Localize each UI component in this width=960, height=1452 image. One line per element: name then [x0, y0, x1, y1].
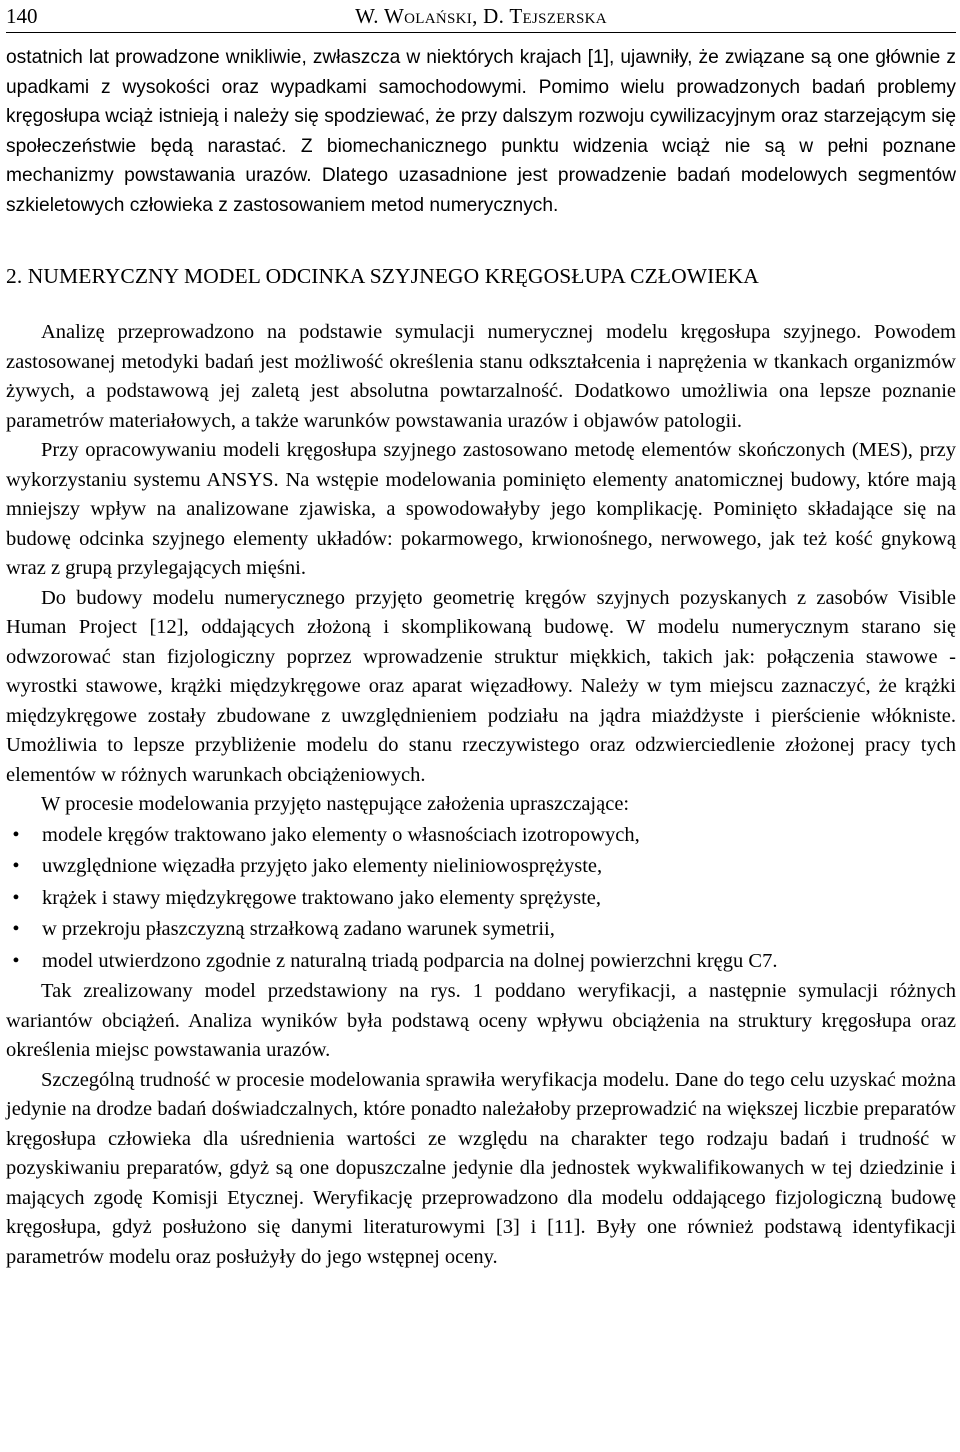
- list-item-text: modele kręgów traktowano jako elementy o własnościach izotropowych,: [42, 823, 640, 846]
- list-item-text: krążek i stawy międzykręgowe traktowano jako elementy sprężyste,: [42, 886, 601, 909]
- bullet-icon: •: [12, 855, 20, 877]
- list-item: [6, 883, 956, 915]
- list-item-text: model utwierdzono zgodnie z naturalną triadą podparcia na dolnej powierzchni kręgu C7.: [42, 949, 778, 972]
- intro-paragraph: ostatnich lat prowadzone wnikliwie, zwłaszcza w niektórych krajach [1], ujawniły, że związane są one głównie z upadkami z wysokości oraz wypadkami samochodowymi. Pomimo wielu prowadzonych badań problemy kręgosłupa wciąż istnieją i należy się spodziewać, że przy dalszym rozwoju cywilizacyjnym oraz starzejącym się społeczeństwie będą narastać. Z biomechanicznego punktu widzenia wciąż nie są w pełni poznane mechanizmy powstawania urazów. Dlatego uzasadnione jest prowadzenie badań modelowych segmentów szkieletowych człowieka z zastosowaniem metod numerycznych.: [6, 47, 956, 216]
- paragraph-methodology: Analizę przeprowadzono na podstawie symulacji numerycznej modelu kręgosłupa szyjnego. Powodem zastosowanej metodyki badań jest możliwość określenia stanu odkształcenia i naprężenia w tkankach organizmów żywych, a podstawową jej zaletą jest absolutna powtarzalność. Dodatkowo umożliwia ona lepsze poznanie parametrów materiałowych, a także warunków powstawania urazów i objawów patologii.: [6, 321, 956, 432]
- paragraph-verification-difficulty: Szczególną trudność w procesie modelowania sprawiła weryfikacja modelu. Dane do tego celu uzyskać można jedynie na drodze badań doświadczalnych, które ponadto należałoby przeprowadzić na większej liczbie preparatów kręgosłupa człowieka dla uśrednienia wartości ze względu na charakter tego rodzaju badań i trudność w pozyskiwaniu preparatów, gdyż są one dopuszczalne jedynie dla jednostek wykwalifikowanych w tej dziedzinie i mających zgodę Komisji Etycznej. Weryfikację przeprowadzono dla modelu oddającego fizjologiczną budowę kręgosłupa, gdyż posłużono się danymi literaturowymi [3] i [11]. Były one również podstawą identyfikacji parametrów modelu oraz posłużyły do jego wstępnej oceny.: [6, 1068, 956, 1268]
- list-item-text: uwzględnione więzadła przyjęto jako elementy nieliniowosprężyste,: [42, 855, 603, 877]
- list-item-text: w przekroju płaszczyzną strzałkową zadano warunek symetrii,: [42, 918, 555, 940]
- paragraph-geometry: Do budowy modelu numerycznego przyjęto geometrię kręgów szyjnych pozyskanych z zasobów Visible Human Project [12], oddających złożoną i skomplikowaną budowę. W modelu numerycznym starano się odwzorować stan fizjologiczny poprzez wprowadzenie struktur miękkich, takich jak: połączenia stawowe - wyrostki stawowe, krążki międzykręgowe oraz aparat więzadłowy. Należy w tym miejscu zaznaczyć, że krążki międzykręgowe zostały zbudowane z uwzględnieniem podziału na jądra miażdżyste i pierścienie włókniste. Umożliwia to lepsze przybliżenie modelu do stanu rzeczywistego oraz odzwierciedlenie złożonej pracy tych elementów w różnych warunkach obciążeniowych.: [6, 586, 956, 786]
- assumptions-list: [6, 820, 956, 978]
- running-header: [6, 2, 956, 33]
- list-item: [6, 914, 956, 946]
- list-item: [6, 851, 956, 883]
- page-number: 140: [6, 4, 38, 28]
- bullet-icon: •: [12, 918, 20, 940]
- paragraph-model-verification: Tak zrealizowany model przedstawiony na rys. 1 poddano weryfikacji, a następnie symulacji różnych wariantów obciążeń. Analiza wyników była podstawą oceny wpływu obciążenia na struktury kręgosłupa oraz określenia miejsc powstawania urazów.: [6, 980, 956, 1061]
- paragraph-fem-model: Przy opracowywaniu modeli kręgosłupa szyjnego zastosowano metodę elementów skończonych (MES), przy wykorzystaniu systemu ANSYS. Na wstępie modelowania pominięto elementy anatomicznej budowy, które mają mniejszy wpływ na analizowane zjawiska, a spowodowałyby jego komplikację. Pominięto składające się na budowę odcinka szyjnego elementy układów: pokarmowego, krwionośnego, nerwowego, jak też kość gnykową wraz z grupą przylegających mięśni.: [6, 439, 956, 579]
- list-item: [6, 820, 956, 852]
- bullet-icon: •: [12, 886, 20, 909]
- running-header-authors: W. Wolański, D. Tejszerska: [355, 4, 607, 28]
- paragraph-assumptions-intro: W procesie modelowania przyjęto następujące założenia upraszczające:: [41, 793, 630, 815]
- list-item: [6, 946, 956, 978]
- bullet-icon: •: [12, 949, 20, 972]
- section-heading: 2. NUMERYCZNY MODEL ODCINKA SZYJNEGO KRĘGOSŁUPA CZŁOWIEKA: [6, 264, 759, 288]
- bullet-icon: •: [12, 823, 20, 846]
- document-page: [6, 2, 956, 1272]
